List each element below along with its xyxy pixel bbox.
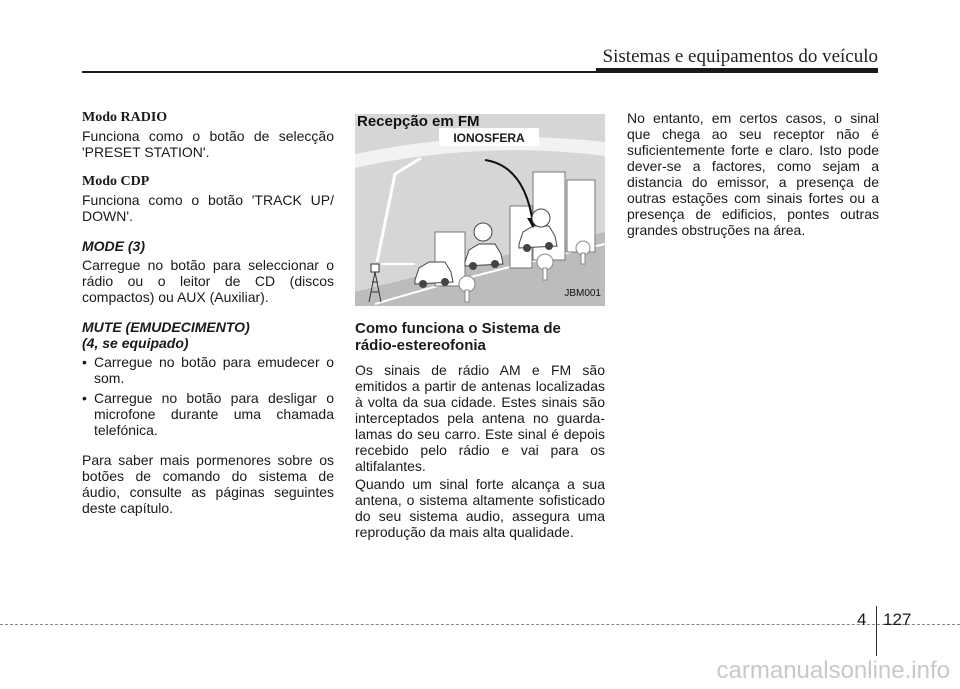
radio-mode-heading: Modo RADIO <box>82 110 168 125</box>
mute-heading: MUTE (EMUDECIMENTO) <box>82 319 250 335</box>
signal-to-ionosphere <box>377 158 421 262</box>
mute-heading-sub: (4, se equipado) <box>82 335 189 351</box>
radio-section-para-2: Quando um sinal forte alcança a sua antena, o sistema altamente sofisticado do seu sistema audio, assegura uma reprodução da mais alta qualidade. <box>355 476 605 540</box>
mode-text: Carregue no botão para seleccionar o rádio ou o leitor de CD (discos compactos) ou AUX (Auxiliar). <box>82 257 334 305</box>
page-number: 127 <box>883 610 912 629</box>
figure-title: Recepção em FM <box>357 114 480 130</box>
mute-bullet: • Carregue no botão para desligar o microfone durante uma chamada telefónica. <box>82 390 334 438</box>
middle-column <box>355 114 605 540</box>
footer-rule <box>0 624 960 625</box>
weak-signal-para: No entanto, em certos casos, o sinal que chega ao seu receptor não é suficientemente forte e claro. Isto pode dever-se a factores, como sejam a distancia do emissor, a presença de outras estações com sinais fortes ou a presença de edificios, pontes outras grandes obstruções na área. <box>627 110 879 238</box>
fm-reception-figure <box>355 114 605 306</box>
ionosphere-label: IONOSFERA <box>453 131 525 145</box>
more-info-text: Para saber mais pormenores sobre os botões de comando do sistema de áudio, consulte as páginas seguintes deste capítulo. <box>82 452 334 516</box>
header-rule-accent <box>596 68 878 73</box>
radio-section-heading: Como funciona o Sistema de rádio-estereofonia <box>355 320 561 354</box>
section-title: Sistemas e equipamentos do veículo <box>602 46 878 67</box>
weak-signal-indicator <box>474 223 492 241</box>
mode-heading: MODE (3) <box>82 238 145 254</box>
cdp-mode-text: Funciona como o botão 'TRACK UP/ DOWN'. <box>82 192 334 224</box>
radio-mode-text: Funciona como o botão de selecção 'PRESET STATION'. <box>82 128 334 160</box>
footer-divider <box>876 606 877 656</box>
right-column <box>627 110 879 238</box>
radio-section-para-1: Os sinais de rádio AM e FM são emitidos a partir de antenas localizadas à volta da sua cidade. Estes sinais são interceptados pela antena no guarda-lamas do seu carro. Este sinal é depois recebido pelo rádio e vai para os altifalantes. <box>355 362 605 474</box>
watermark: carmanualsonline.info <box>716 657 950 684</box>
signal-indicator <box>532 209 550 227</box>
figure-code: JBM001 <box>564 288 601 299</box>
left-column <box>82 110 334 516</box>
cdp-mode-heading: Modo CDP <box>82 174 150 189</box>
chapter-number: 4 <box>857 610 867 629</box>
mute-bullet: • Carregue no botão para emudecer o som. <box>82 354 334 386</box>
